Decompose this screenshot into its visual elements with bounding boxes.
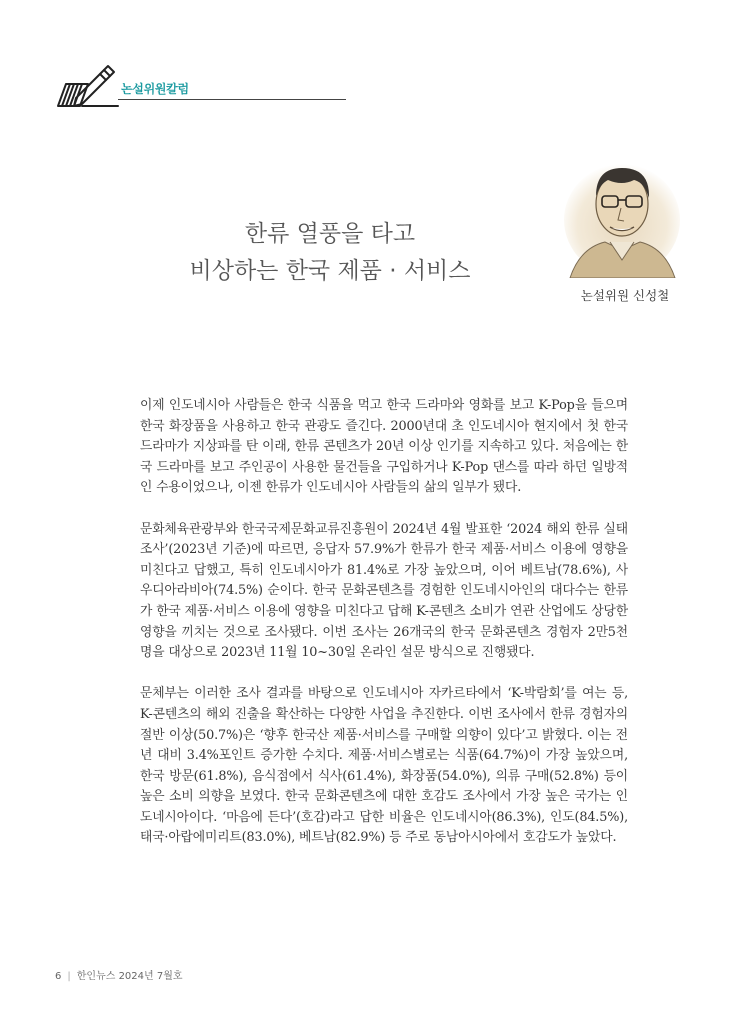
author-byline: 논설위원 신성철 — [580, 288, 670, 303]
title-line-2: 비상하는 한국 제품 · 서비스 — [189, 258, 471, 284]
article-body — [140, 396, 628, 870]
footer-separator: | — [67, 971, 71, 982]
publication-name: 한인뉴스 2024년 7월호 — [76, 971, 183, 982]
header-divider — [118, 99, 346, 100]
page-number: 6 — [55, 971, 62, 982]
author-portrait-sketch — [560, 150, 685, 278]
pencil-notebook-icon — [52, 60, 120, 112]
section-label: 논설위원칼럼 — [121, 82, 189, 96]
title-line-1: 한류 열풍을 타고 — [244, 221, 416, 247]
paragraph: 문화체육관광부와 한국국제문화교류진흥원이 2024년 4월 발표한 ‘2024 해외 한류 실태조사’(2023년 기준)에 따르면, 응답자 57.9%가 한류가 한국 제품·서비스 이용에 영향을 미친다고 답했고, 특히 인도네시아가 81.4%로 가장 높았으며, 이어 베트남(78.6%), 사우디아라비아(74.5%) 순이다. 한국 문화콘텐츠를 경험한 인도네시아인의 대다수는 한류가 한국 제품·서비스 이용에 영향을 미친다고 답해 K-콘텐츠 소비가 연관 산업에도 상당한 영향을 끼치는 것으로 조사됐다. 이번 조사는 26개국의 한국 문화콘텐츠 경험자 2만5천명을 대상으로 2023년 11월 10~30일 온라인 설문 방식으로 진행됐다. — [140, 521, 628, 661]
article-title — [150, 216, 510, 290]
page-footer — [55, 967, 183, 982]
paragraph: 문체부는 이러한 조사 결과를 바탕으로 인도네시아 자카르타에서 ‘K-박람회’를 여는 등, K-콘텐츠의 해외 진출을 확산하는 다양한 사업을 추진한다. 이번 조사에서 한류 경험자의 절반 이상(50.7%)은 ‘향후 한국산 제품·서비스를 구매할 의향이 있다’고 밝혔다. 이는 전년 대비 3.4%포인트 증가한 수치다. 제품·서비스별로는 식품(64.7%)이 가장 높았으며, 한국 방문(61.8%), 음식점에서 식사(61.4%), 화장품(54.0%), 의류 구매(52.8%) 등이 높은 소비 의향을 보였다. 한국 문화콘텐츠에 대한 호감도 조사에서 가장 높은 국가는 인도네시아이다. ‘마음에 든다’(호감)라고 답한 비율은 인도네시아(86.3%), 인도(84.5%), 태국·아랍에미리트(83.0%), 베트남(82.9%) 등 주로 동남아시아에서 호감도가 높았다. — [140, 686, 628, 846]
paragraph: 이제 인도네시아 사람들은 한국 식품을 먹고 한국 드라마와 영화를 보고 K-Pop을 들으며 한국 화장품을 사용하고 한국 관광도 즐긴다. 2000년대 초 인도네시아 현지에서 첫 한국 드라마가 지상파를 탄 이래, 한류 콘텐츠가 20년 이상 인기를 지속하고 있다. 처음에는 한국 드라마를 보고 주인공이 사용한 물건들을 구입하거나 K-Pop 댄스를 따라 하던 일방적인 수용이었으나, 이젠 한류가 인도네시아 사람들의 삶의 일부가 됐다. — [140, 398, 628, 496]
